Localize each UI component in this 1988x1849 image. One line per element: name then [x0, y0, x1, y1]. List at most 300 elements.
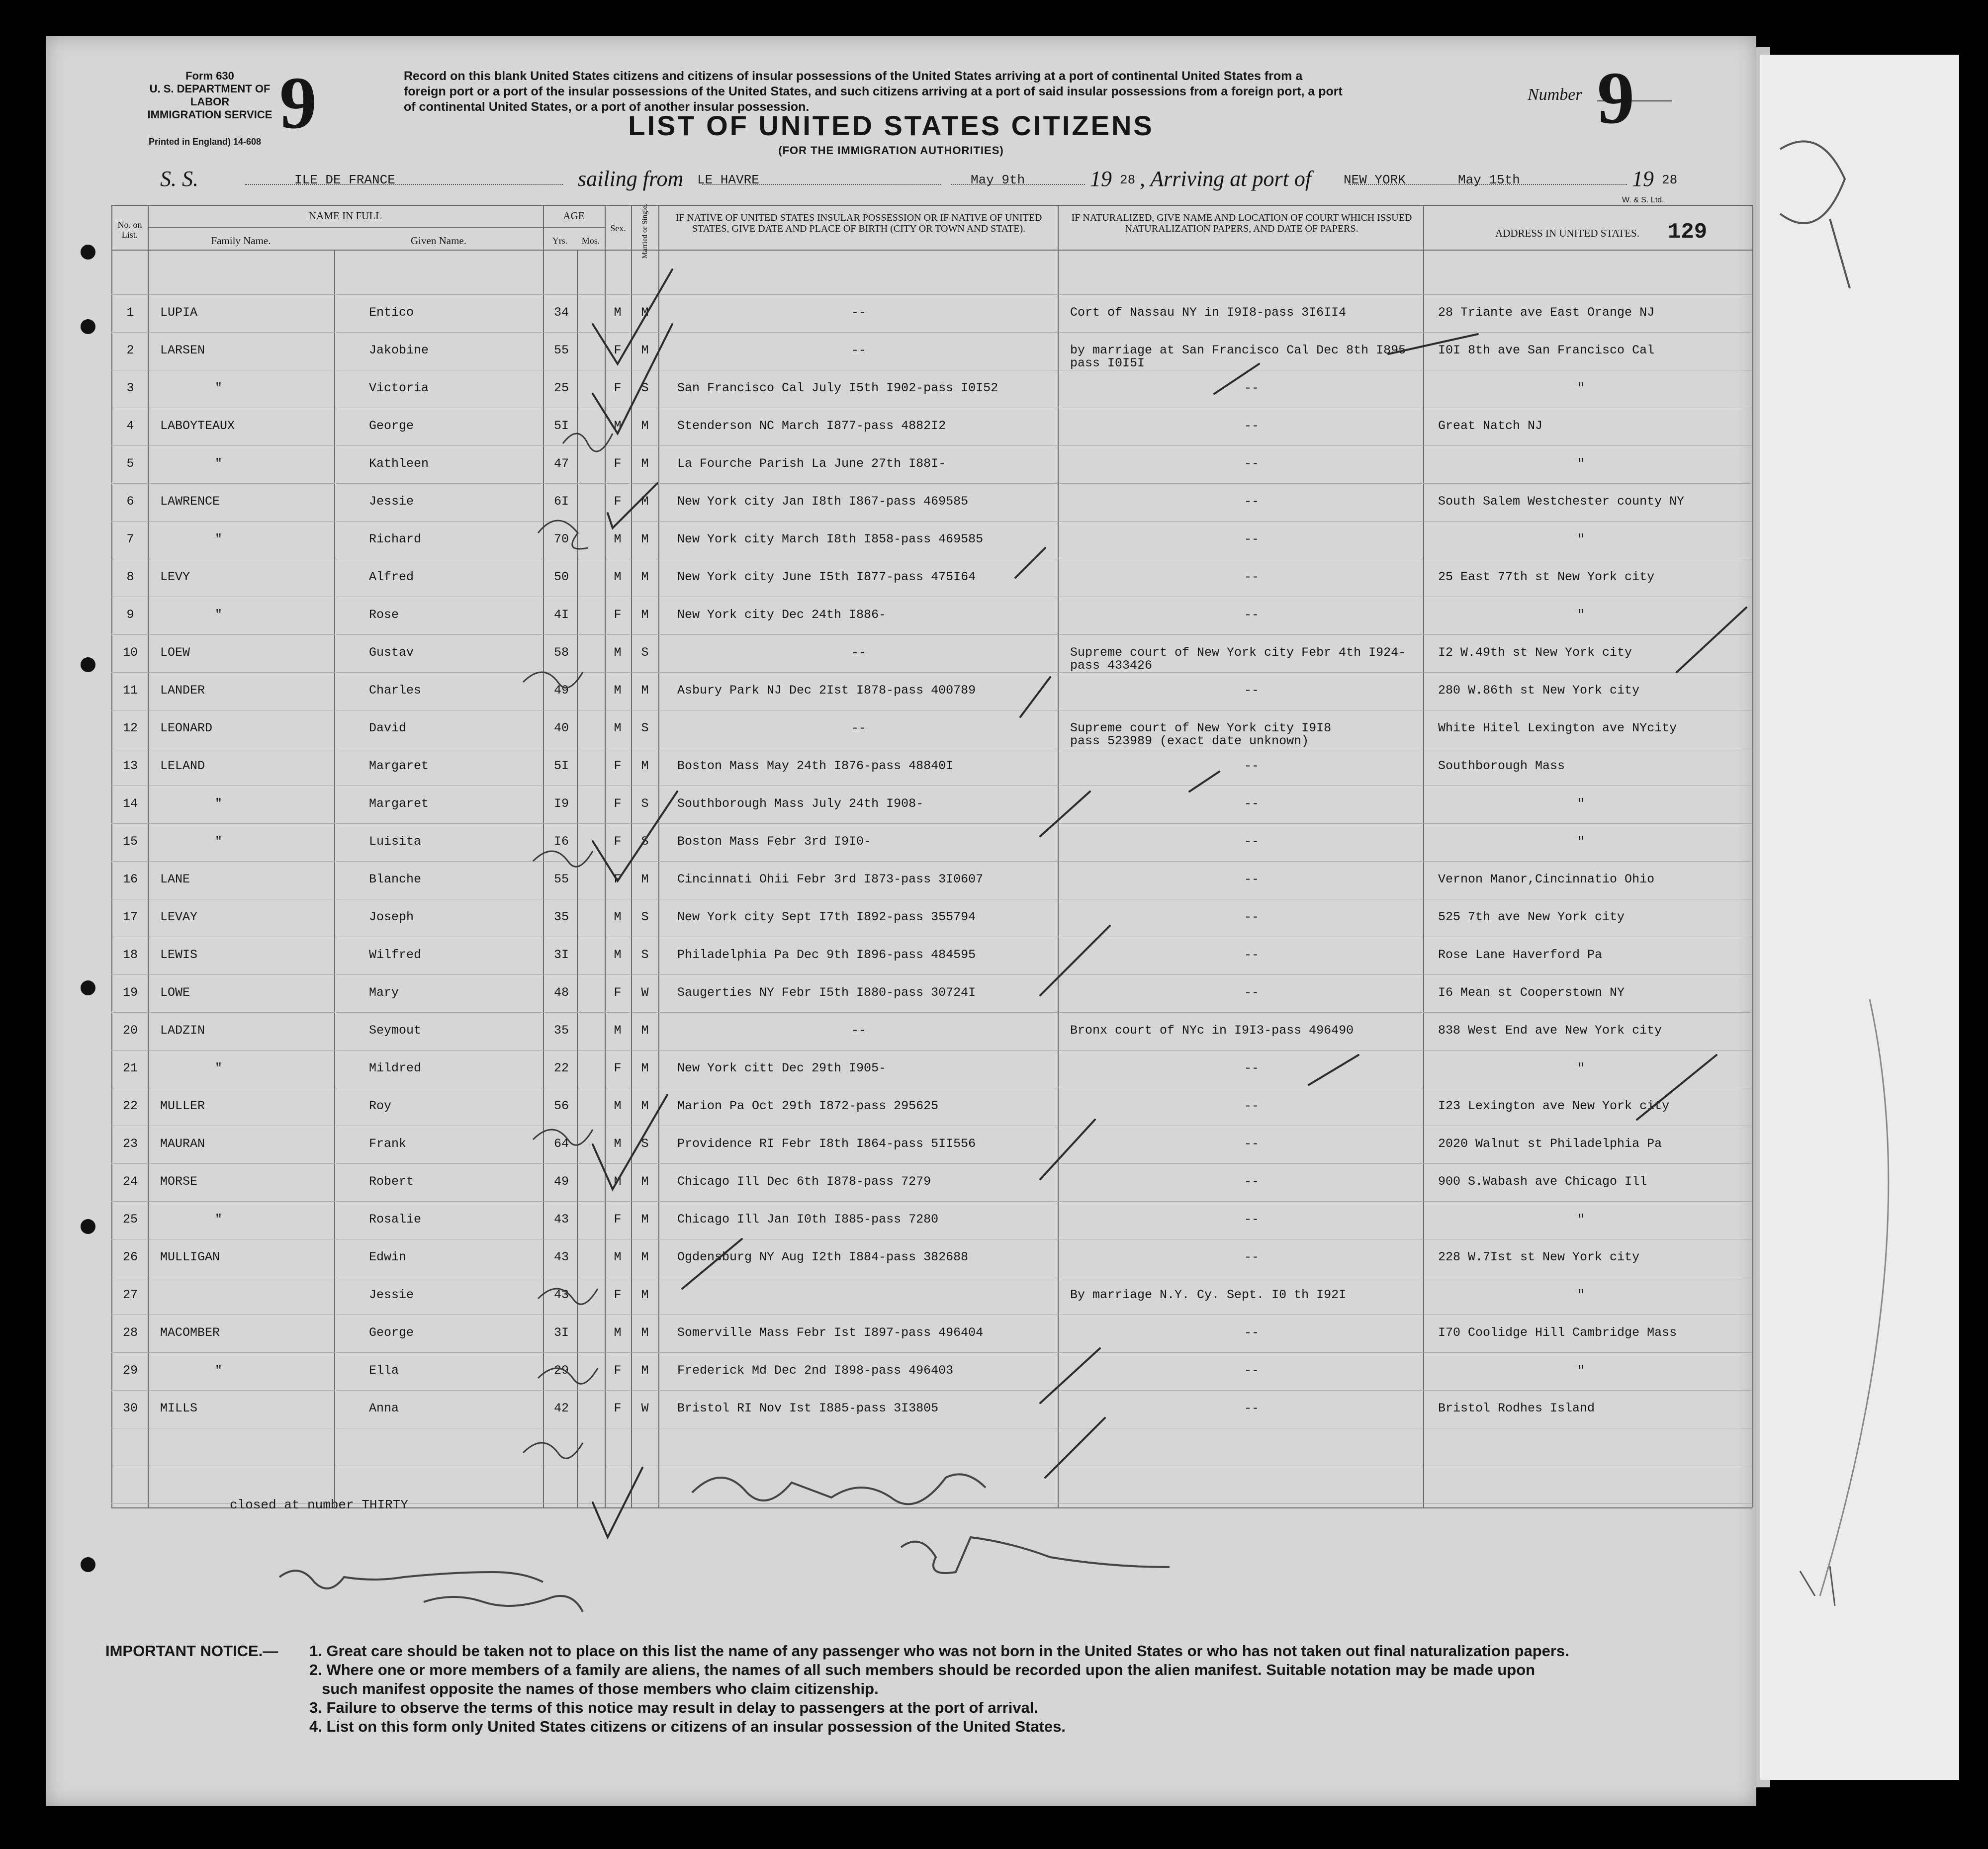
- birth-info: New York city Jan I8th I867-pass 469585: [677, 494, 969, 509]
- us-address: ": [1577, 1061, 1585, 1075]
- birth-info: San Francisco Cal July I5th I902-pass I0I52: [677, 381, 998, 395]
- row-number: 19: [122, 985, 138, 1000]
- given-name: Victoria: [369, 381, 429, 395]
- age-years: 49: [553, 683, 569, 698]
- family-name: MILLS: [160, 1401, 198, 1415]
- sex: F: [614, 381, 622, 395]
- given-name: Rosalie: [369, 1212, 422, 1227]
- given-name: Jessie: [369, 1288, 414, 1302]
- row-number: 5: [126, 456, 134, 471]
- printer-mark: W. & S. Ltd.: [1622, 196, 1664, 204]
- naturalization-info: Supreme court of New York city I9I8: [1070, 721, 1332, 735]
- naturalization-info: --: [1244, 1325, 1260, 1340]
- naturalization-info: By marriage N.Y. Cy. Sept. I0 th I92I: [1070, 1288, 1347, 1302]
- birth-info: --: [851, 721, 867, 735]
- ss-label: S. S.: [160, 167, 198, 191]
- birth-info: La Fourche Parish La June 27th I88I-: [677, 456, 946, 471]
- given-name: Gustav: [369, 645, 414, 660]
- family-name: LEVAY: [160, 910, 198, 924]
- next-sheet: [1760, 55, 1959, 1780]
- naturalization-info: Supreme court of New York city Febr 4th I924-: [1070, 645, 1406, 660]
- us-address: Southborough Mass: [1438, 759, 1565, 773]
- naturalization-info: --: [1244, 456, 1260, 471]
- age-years: 29: [553, 1363, 569, 1378]
- col-header-naturalized: IF NATURALIZED, GIVE NAME AND LOCATION OF COURT WHICH ISSUED NATURALIZATION PAPERS, AND DATE OF PAPERS.: [1071, 212, 1412, 234]
- family-name: ": [215, 381, 223, 395]
- family-name: ": [215, 1363, 223, 1378]
- given-name: Richard: [369, 532, 422, 546]
- age-years: 56: [553, 1099, 569, 1113]
- given-name: Ella: [369, 1363, 399, 1378]
- us-address: Great Natch NJ: [1438, 419, 1543, 433]
- intro-line: foreign port or a port of the insular possessions of the United States, and such citizens arriving at a port of said insular possessions from a foreign port, a port: [404, 85, 1343, 98]
- page-number: 129: [1668, 220, 1708, 245]
- given-name: Jessie: [369, 494, 414, 509]
- family-name: ": [215, 796, 223, 811]
- family-name: LOEW: [160, 645, 190, 660]
- notice-item: 1. Great care should be taken not to place on this list the name of any passenger who was not born in the United States or who has not taken out final naturalization papers.: [309, 1642, 1569, 1660]
- age-years: 34: [553, 305, 569, 320]
- birth-info: Bristol RI Nov Ist I885-pass 3I3805: [677, 1401, 939, 1415]
- us-address: ": [1577, 834, 1585, 849]
- naturalization-info: --: [1244, 381, 1260, 395]
- sailing-label: sailing from: [578, 167, 684, 191]
- us-address: Bristol Rodhes Island: [1438, 1401, 1595, 1415]
- naturalization-info: --: [1244, 532, 1260, 546]
- notice-item: 3. Failure to observe the terms of this notice may result in delay to passengers at the port of arrival.: [309, 1699, 1039, 1716]
- marital-status: M: [641, 1325, 649, 1340]
- naturalization-info: --: [1244, 1212, 1260, 1227]
- row-number: 11: [122, 683, 138, 698]
- birth-info: Ogdensburg NY Aug I2th I884-pass 382688: [677, 1250, 969, 1264]
- sex: M: [614, 1174, 622, 1189]
- naturalization-info: --: [1244, 570, 1260, 584]
- col-header-name: NAME IN FULL: [309, 210, 382, 222]
- marital-status: S: [641, 645, 649, 660]
- given-name: George: [369, 419, 414, 433]
- sex: F: [614, 834, 622, 849]
- age-years: 55: [553, 872, 569, 886]
- us-address: ": [1577, 1363, 1585, 1378]
- age-years: 48: [553, 985, 569, 1000]
- family-name: MULLER: [160, 1099, 205, 1113]
- naturalization-info: --: [1244, 985, 1260, 1000]
- naturalization-info: --: [1244, 1137, 1260, 1151]
- marital-status: M: [641, 456, 649, 471]
- us-address: 228 W.7Ist st New York city: [1438, 1250, 1640, 1264]
- sex: F: [614, 1401, 622, 1415]
- year-prefix: 19: [1090, 167, 1112, 191]
- marital-status: M: [641, 419, 649, 433]
- given-name: Kathleen: [369, 456, 429, 471]
- age-years: 55: [553, 343, 569, 357]
- row-number: 4: [126, 419, 134, 433]
- family-name: LADZIN: [160, 1023, 205, 1038]
- sex: M: [614, 570, 622, 584]
- family-name: ": [215, 1212, 223, 1227]
- marital-status: M: [641, 1212, 649, 1227]
- birth-info: --: [851, 305, 867, 320]
- us-address: 2020 Walnut st Philadelphia Pa: [1438, 1137, 1662, 1151]
- given-name: Mary: [369, 985, 399, 1000]
- naturalization-info-cont: pass 523989 (exact date unknown): [1070, 734, 1309, 748]
- naturalization-info-cont: pass 433426: [1070, 658, 1153, 673]
- naturalization-info: --: [1244, 759, 1260, 773]
- us-address: ": [1577, 796, 1585, 811]
- age-years: 70: [553, 532, 569, 546]
- age-years: I6: [553, 834, 569, 849]
- birth-info: --: [851, 1023, 867, 1038]
- naturalization-info: --: [1244, 1250, 1260, 1264]
- family-name: ": [215, 532, 223, 546]
- naturalization-info: Cort of Nassau NY in I9I8-pass 3I6II4: [1070, 305, 1347, 320]
- col-header-yrs: Yrs.: [552, 236, 568, 246]
- col-header-sex: Sex.: [610, 223, 626, 233]
- family-name: LUPIA: [160, 305, 198, 320]
- given-name: Margaret: [369, 796, 429, 811]
- sex: F: [614, 1288, 622, 1302]
- us-address: ": [1577, 608, 1585, 622]
- col-header-mos: Mos.: [581, 236, 600, 246]
- age-years: 43: [553, 1250, 569, 1264]
- family-name: MULLIGAN: [160, 1250, 220, 1264]
- family-name: MORSE: [160, 1174, 198, 1189]
- sex: F: [614, 1212, 622, 1227]
- given-name: Frank: [369, 1137, 407, 1151]
- marital-status: S: [641, 381, 649, 395]
- marital-status: W: [641, 1401, 649, 1415]
- age-years: 43: [553, 1212, 569, 1227]
- row-number: 25: [122, 1212, 138, 1227]
- family-name: LEVY: [160, 570, 190, 584]
- given-name: Joseph: [369, 910, 414, 924]
- age-years: 5I: [553, 759, 569, 773]
- given-name: Margaret: [369, 759, 429, 773]
- age-years: 22: [553, 1061, 569, 1075]
- us-address: Rose Lane Haverford Pa: [1438, 948, 1603, 962]
- us-address: I2 W.49th st New York city: [1438, 645, 1632, 660]
- sex: M: [614, 1250, 622, 1264]
- notice-item: 2. Where one or more members of a family are aliens, the names of all such members should be recorded upon the alien manifest. Suitable notation may be made upon: [309, 1661, 1536, 1678]
- family-name: ": [215, 1061, 223, 1075]
- given-name: Entico: [369, 305, 414, 320]
- page-subtitle: (FOR THE IMMIGRATION AUTHORITIES): [778, 144, 1004, 157]
- year-from: 28: [1120, 173, 1136, 187]
- sex: M: [614, 948, 622, 962]
- row-number: 24: [122, 1174, 138, 1189]
- sex: M: [614, 1099, 622, 1113]
- sex: F: [614, 759, 622, 773]
- birth-info: New York city March I8th I858-pass 469585: [677, 532, 984, 546]
- marital-status: S: [641, 834, 649, 849]
- row-number: 12: [122, 721, 138, 735]
- printed-note: Printed in England) 14-608: [148, 137, 262, 147]
- marital-status: M: [641, 343, 649, 357]
- marital-status: M: [641, 494, 649, 509]
- given-name: Luisita: [369, 834, 422, 849]
- row-number: 9: [126, 608, 134, 622]
- row-number: 2: [126, 343, 134, 357]
- list-number-stamp-right: 9: [1597, 57, 1634, 139]
- given-name: Roy: [369, 1099, 392, 1113]
- birth-info: Marion Pa Oct 29th I872-pass 295625: [677, 1099, 939, 1113]
- age-years: 4I: [553, 608, 569, 622]
- sex: F: [614, 456, 622, 471]
- pencil-annotations: [46, 36, 1756, 1806]
- number-label: Number: [1528, 86, 1582, 104]
- given-name: Jakobine: [369, 343, 429, 357]
- given-name: Alfred: [369, 570, 414, 584]
- marital-status: S: [641, 796, 649, 811]
- us-address: Vernon Manor,Cincinnatio Ohio: [1438, 872, 1655, 886]
- naturalization-info-cont: pass I0I5I: [1070, 356, 1145, 370]
- age-years: I9: [553, 796, 569, 811]
- birth-info: Philadelphia Pa Dec 9th I896-pass 484595: [677, 948, 976, 962]
- birth-info: New York citt Dec 29th I905-: [677, 1061, 887, 1075]
- age-years: 42: [553, 1401, 569, 1415]
- marital-status: M: [641, 759, 649, 773]
- family-name: LANE: [160, 872, 190, 886]
- row-number: 3: [126, 381, 134, 395]
- row-number: 16: [122, 872, 138, 886]
- sex: F: [614, 608, 622, 622]
- marital-status: M: [641, 532, 649, 546]
- given-name: Edwin: [369, 1250, 407, 1264]
- port-to: NEW YORK: [1344, 173, 1406, 187]
- date-to: May 15th: [1458, 173, 1520, 187]
- age-years: 6I: [553, 494, 569, 509]
- naturalization-info: --: [1244, 494, 1260, 509]
- us-address: ": [1577, 1288, 1585, 1302]
- family-name: ": [215, 608, 223, 622]
- marital-status: S: [641, 948, 649, 962]
- intro-line: Record on this blank United States citizens and citizens of insular possessions of the United States arriving at a port of continental United States from a: [404, 69, 1303, 83]
- row-number: 22: [122, 1099, 138, 1113]
- age-years: 35: [553, 1023, 569, 1038]
- naturalization-info: --: [1244, 834, 1260, 849]
- col-header-married: Married or Single.: [641, 203, 649, 259]
- family-name: MAURAN: [160, 1137, 205, 1151]
- sex: F: [614, 343, 622, 357]
- ship-name: ILE DE FRANCE: [294, 173, 395, 187]
- sex: M: [614, 1023, 622, 1038]
- sex: M: [614, 683, 622, 698]
- family-name: LOWE: [160, 985, 190, 1000]
- row-number: 10: [122, 645, 138, 660]
- sex: M: [614, 1137, 622, 1151]
- marital-status: M: [641, 872, 649, 886]
- us-address: South Salem Westchester county NY: [1438, 494, 1685, 509]
- us-address: 280 W.86th st New York city: [1438, 683, 1640, 698]
- age-years: 58: [553, 645, 569, 660]
- year-prefix: 19: [1632, 167, 1654, 191]
- naturalization-info: --: [1244, 683, 1260, 698]
- marital-status: M: [641, 1288, 649, 1302]
- naturalization-info: --: [1244, 910, 1260, 924]
- col-header-birth: IF NATIVE OF UNITED STATES INSULAR POSSESSION OR IF NATIVE OF UNITED STATES, GIVE DATE AND PLACE OF BIRTH (CITY OR TOWN AND STATE).: [675, 212, 1042, 234]
- age-years: 47: [553, 456, 569, 471]
- marital-status: S: [641, 1137, 649, 1151]
- marital-status: S: [641, 910, 649, 924]
- birth-info: New York city Sept I7th I892-pass 355794: [677, 910, 976, 924]
- manifest-sheet: [46, 36, 1756, 1806]
- age-years: 25: [553, 381, 569, 395]
- given-name: Anna: [369, 1401, 399, 1415]
- age-years: 3I: [553, 948, 569, 962]
- row-number: 18: [122, 948, 138, 962]
- marital-status: M: [641, 570, 649, 584]
- col-header-no: No. on List.: [117, 220, 142, 240]
- notice-heading: IMPORTANT NOTICE.—: [105, 1642, 278, 1660]
- row-number: 7: [126, 532, 134, 546]
- sex: M: [614, 532, 622, 546]
- us-address: I0I 8th ave San Francisco Cal: [1438, 343, 1655, 357]
- family-name: LEONARD: [160, 721, 213, 735]
- birth-info: Southborough Mass July 24th I908-: [677, 796, 924, 811]
- col-header-given: Given Name.: [411, 235, 466, 247]
- marital-status: M: [641, 305, 649, 320]
- row-number: 8: [126, 570, 134, 584]
- row-number: 1: [126, 305, 134, 320]
- naturalization-info: --: [1244, 948, 1260, 962]
- birth-info: Cincinnati Ohii Febr 3rd I873-pass 3I0607: [677, 872, 984, 886]
- marital-status: W: [641, 985, 649, 1000]
- birth-info: Stenderson NC March I877-pass 4882I2: [677, 419, 946, 433]
- naturalization-info: --: [1244, 1363, 1260, 1378]
- list-number-stamp-left: 9: [279, 62, 317, 144]
- row-number: 14: [122, 796, 138, 811]
- us-address: I70 Coolidge Hill Cambridge Mass: [1438, 1325, 1677, 1340]
- closing-note: closed at number THIRTY: [230, 1497, 408, 1512]
- birth-info: Providence RI Febr I8th I864-pass 5II556: [677, 1137, 976, 1151]
- age-years: 43: [553, 1288, 569, 1302]
- us-address: ": [1577, 1212, 1585, 1227]
- birth-info: New York city Dec 24th I886-: [677, 608, 887, 622]
- age-years: 64: [553, 1137, 569, 1151]
- row-number: 28: [122, 1325, 138, 1340]
- birth-info: New York city June I5th I877-pass 475I64: [677, 570, 976, 584]
- family-name: ": [215, 456, 223, 471]
- marital-status: S: [641, 721, 649, 735]
- naturalization-info: by marriage at San Francisco Cal Dec 8th I895: [1070, 343, 1406, 357]
- given-name: Rose: [369, 608, 399, 622]
- row-number: 29: [122, 1363, 138, 1378]
- birth-info: Saugerties NY Febr I5th I880-pass 30724I: [677, 985, 976, 1000]
- family-name: LARSEN: [160, 343, 205, 357]
- birth-info: Chicago Ill Jan I0th I885-pass 7280: [677, 1212, 939, 1227]
- given-name: Seymout: [369, 1023, 422, 1038]
- family-name: LAWRENCE: [160, 494, 220, 509]
- family-name: LELAND: [160, 759, 205, 773]
- sex: M: [614, 1325, 622, 1340]
- birth-info: Boston Mass May 24th I876-pass 48840I: [677, 759, 954, 773]
- naturalization-info: Bronx court of NYc in I9I3-pass 496490: [1070, 1023, 1354, 1038]
- given-name: Wilfred: [369, 948, 422, 962]
- department-name: U. S. DEPARTMENT OF LABOR: [149, 83, 271, 108]
- marital-status: M: [641, 608, 649, 622]
- birth-info: Asbury Park NJ Dec 2Ist I878-pass 400789: [677, 683, 976, 698]
- intro-line: of continental United States, or a port of another insular possession.: [404, 100, 810, 114]
- us-address: I6 Mean st Cooperstown NY: [1438, 985, 1625, 1000]
- col-header-address: ADDRESS IN UNITED STATES.: [1495, 227, 1639, 239]
- birth-info: --: [851, 645, 867, 660]
- marital-status: M: [641, 1023, 649, 1038]
- sex: M: [614, 645, 622, 660]
- col-header-age: AGE: [563, 210, 585, 222]
- family-name: ": [215, 834, 223, 849]
- age-years: 3I: [553, 1325, 569, 1340]
- naturalization-info: --: [1244, 419, 1260, 433]
- sex: M: [614, 910, 622, 924]
- us-address: I23 Lexington ave New York city: [1438, 1099, 1670, 1113]
- family-name: MACOMBER: [160, 1325, 220, 1340]
- birth-info: Frederick Md Dec 2nd I898-pass 496403: [677, 1363, 954, 1378]
- family-name: LEWIS: [160, 948, 198, 962]
- marital-status: M: [641, 1099, 649, 1113]
- sex: F: [614, 1061, 622, 1075]
- marital-status: M: [641, 683, 649, 698]
- row-number: 30: [122, 1401, 138, 1415]
- marital-status: M: [641, 1174, 649, 1189]
- birth-info: Chicago Ill Dec 6th I878-pass 7279: [677, 1174, 931, 1189]
- us-address: 838 West End ave New York city: [1438, 1023, 1662, 1038]
- given-name: Charles: [369, 683, 422, 698]
- naturalization-info: --: [1244, 796, 1260, 811]
- given-name: George: [369, 1325, 414, 1340]
- notice-item: 4. List on this form only United States citizens or citizens of an insular possession of the United States.: [309, 1718, 1066, 1735]
- age-years: 49: [553, 1174, 569, 1189]
- us-address: 525 7th ave New York city: [1438, 910, 1625, 924]
- us-address: ": [1577, 532, 1585, 546]
- marital-status: M: [641, 1363, 649, 1378]
- naturalization-info: --: [1244, 1401, 1260, 1415]
- sex: M: [614, 721, 622, 735]
- sex: M: [614, 419, 622, 433]
- page-title: LIST OF UNITED STATES CITIZENS: [628, 110, 1154, 141]
- next-sheet-pencil-marks: [1760, 55, 1959, 1780]
- family-name: LABOYTEAUX: [160, 419, 235, 433]
- given-name: Blanche: [369, 872, 422, 886]
- naturalization-info: --: [1244, 608, 1260, 622]
- age-years: 35: [553, 910, 569, 924]
- us-address: ": [1577, 381, 1585, 395]
- age-years: 5I: [553, 419, 569, 433]
- given-name: David: [369, 721, 407, 735]
- form-number: Form 630: [185, 70, 234, 82]
- row-number: 20: [122, 1023, 138, 1038]
- age-years: 40: [553, 721, 569, 735]
- row-number: 21: [122, 1061, 138, 1075]
- sex: F: [614, 494, 622, 509]
- family-name: LANDER: [160, 683, 205, 698]
- sex: F: [614, 796, 622, 811]
- naturalization-info: --: [1244, 1061, 1260, 1075]
- us-address: White Hitel Lexington ave NYcity: [1438, 721, 1677, 735]
- us-address: 25 East 77th st New York city: [1438, 570, 1655, 584]
- us-address: 28 Triante ave East Orange NJ: [1438, 305, 1655, 320]
- sex: F: [614, 985, 622, 1000]
- service-name: IMMIGRATION SERVICE: [147, 108, 272, 121]
- row-number: 26: [122, 1250, 138, 1264]
- notice-item: such manifest opposite the names of those members who claim citizenship.: [322, 1680, 879, 1697]
- sex: F: [614, 1363, 622, 1378]
- arriving-label: , Arriving at port of: [1140, 167, 1312, 191]
- col-header-family: Family Name.: [211, 235, 271, 247]
- naturalization-info: --: [1244, 1174, 1260, 1189]
- marital-status: M: [641, 1061, 649, 1075]
- naturalization-info: --: [1244, 1099, 1260, 1113]
- given-name: Mildred: [369, 1061, 422, 1075]
